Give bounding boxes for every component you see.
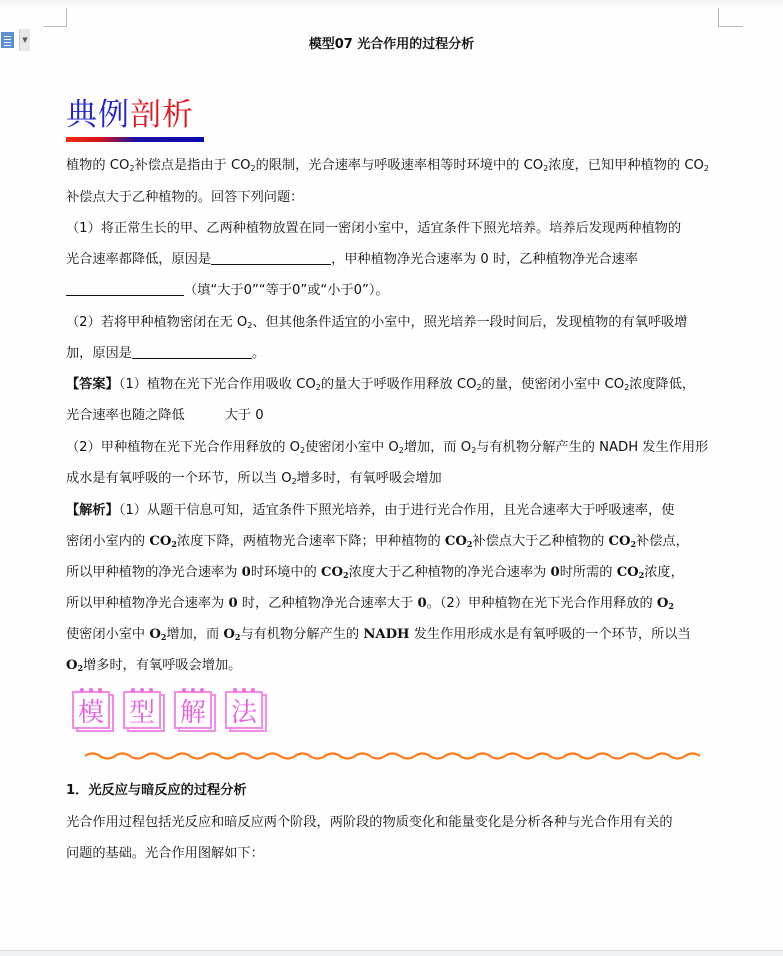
page-header-title: 模型07 光合作用的过程分析	[308, 37, 475, 52]
analysis-line6: $O_2$增多时，有氧呼吸会增加。	[66, 658, 242, 673]
analysis-line3: 所以甲种植物的净光合速率为 0时环境中的 $CO_2$浓度大于乙种植物的净光合速率为 0时所需的 $CO_2$浓度，	[66, 565, 684, 580]
analysis-line4: 所以甲种植物净光合速率为 0 时，乙种植物净光合速率大于 0。（2）甲种植物在光下光合作用释放的 $O_2$	[66, 596, 674, 611]
answer-blank-2[interactable]	[66, 281, 184, 296]
analysis-line1: 【解析】（1）从题干信息可知，适宜条件下照光培养，由于进行光合作用，且光合速率大于呼吸速率，使	[66, 503, 675, 518]
orange-wavy-divider	[85, 750, 700, 762]
analysis-line2: 密闭小室内的 $CO_2$浓度下降，两植物光合速率下降；甲种植物的 $CO_2$补偿点大于乙种植物的 $CO_2$补偿点，	[66, 534, 689, 549]
answer-line4: 成水是有氧呼吸的一个环节，所以当 $O_2$增多时，有氧呼吸会增加	[66, 471, 442, 486]
answer-line2: 光合速率也随之降低 大于 0	[66, 408, 264, 423]
crop-mark-left	[44, 8, 67, 27]
chevron-down-icon[interactable]: ▼	[19, 29, 30, 51]
analysis-line5: 使密闭小室中 $O_2$增加，而 $O_2$与有机物分解产生的 NADH 发生作用形成水是有氧呼吸的一个环节，所以当	[66, 627, 691, 642]
section-paragraph-line2: 问题的基础。光合作用图解如下：	[66, 846, 264, 861]
tile-fa: 法	[225, 688, 265, 730]
q1-line2: 光合速率都降低，原因是 ，甲种植物净光合速率为 0 时，乙种植物净光合速率	[66, 252, 638, 267]
q2-line2: 加，原因是 。	[66, 346, 266, 361]
section-heading: 1．光反应与暗反应的过程分析	[66, 783, 247, 798]
banner-gradient-bar	[66, 137, 204, 142]
q2-line1: （2）若将甲种植物密闭在无 $O_2$、但其他条件适宜的小室中，照光培养一段时间后，发现植物的有氧呼吸增	[66, 315, 688, 330]
example-analysis-banner	[66, 95, 204, 142]
top-shadow	[0, 0, 783, 8]
section-paragraph-line1: 光合作用过程包括光反应和暗反应两个阶段，两阶段的物质变化和能量变化是分析各种与光合作用有关的	[66, 815, 673, 830]
answer-blank-3[interactable]	[132, 344, 252, 359]
analysis-label: 【解析】	[66, 503, 119, 518]
question-intro-line2: 补偿点大于乙种植物的。回答下列问题：	[66, 190, 304, 205]
model-method-banner	[72, 688, 265, 730]
banner-part2: 剖析	[130, 97, 194, 133]
question-intro-line1: 植物的 $CO_2$补偿点是指由于 $CO_2$的限制，光合速率与呼吸速率相等时环境中的 $CO_2$浓度，已知甲种植物的 $CO_2$	[66, 158, 709, 173]
q1-line3: （填“大于0”“等于0”或“小于0”）。	[66, 281, 389, 301]
answer-label: 【答案】	[66, 377, 119, 392]
answer-blank-1[interactable]	[211, 250, 331, 265]
bottom-page-edge	[0, 950, 783, 956]
tile-mo: 模	[72, 688, 112, 730]
banner-part1: 典例	[66, 97, 130, 133]
answer-line1: 【答案】（1）植物在光下光合作用吸收 $CO_2$的量大于呼吸作用释放 $CO_2$的量，使密闭小室中 $CO_2$浓度降低，	[66, 377, 696, 392]
q1-line1: （1）将正常生长的甲、乙两种植物放置在同一密闭小室中，适宜条件下照光培养。培养后发现两种植物的	[66, 221, 682, 236]
crop-mark-right	[718, 8, 743, 27]
tile-xing: 型	[123, 688, 163, 730]
answer-line3: （2）甲种植物在光下光合作用释放的 $O_2$使密闭小室中 $O_2$增加，而 $O_2$与有机物分解产生的 NADH 发生作用形	[66, 440, 709, 455]
tile-jie: 解	[174, 688, 214, 730]
